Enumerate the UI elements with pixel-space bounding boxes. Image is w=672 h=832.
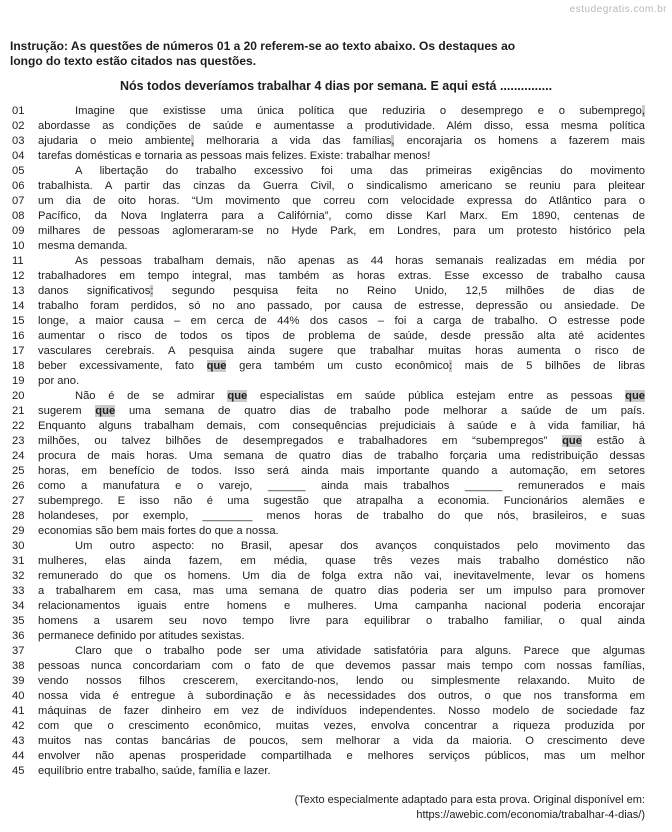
line-number: 04 (12, 150, 25, 162)
line-text: vendo nossos filhos crescerem, exercitando-nos, lendo ou simplesmente relaxando. Muito de (38, 675, 645, 687)
text-line (12, 659, 645, 674)
text-line (12, 599, 645, 614)
highlighted-punctuation: , (641, 105, 645, 117)
line-text: permanece definido por atitudes sexistas. (38, 630, 245, 642)
instruction-line-1: Instrução: As questões de números 01 a 20 referem-se ao texto abaixo. Os destaques ao (10, 39, 516, 53)
line-text: Um outro aspecto: no Brasil, apesar dos avanços conquistados pelo movimento das (75, 540, 645, 552)
line-number: 36 (12, 630, 25, 642)
text-line (12, 719, 645, 734)
line-number: 44 (12, 750, 25, 762)
line-text: muitos nas contas bancárias de poucos, sem melhorar a vida da maioria. O crescimento deve (38, 735, 645, 747)
text-line (12, 164, 645, 179)
line-number: 07 (12, 195, 25, 207)
line-text: remunerado do que os homens. Um dia de folga extra não vai, inevitavelmente, levar os homens (38, 570, 645, 582)
line-text: subemprego. E isso não é uma sugestão que atrapalha a economia. Funcionários alemães e (38, 495, 645, 507)
line-text: envolver não apenas prosperidade compartilhada e melhores serviços públicos, mas um melhor (38, 750, 645, 762)
highlighted-word: que (206, 360, 227, 372)
line-text: um dia de oito horas. “Um movimento que correu com velocidade expressa do Atlântico para o (38, 195, 645, 207)
line-text: milhares de pessoas aglomeraram-se no Hyde Park, em Londres, para um protesto histórico pela (38, 225, 645, 237)
line-number: 25 (12, 465, 25, 477)
line-text: pessoas nunca concordariam com o fato de que devemos passar mais tempo com nossas famílias, (38, 660, 645, 672)
line-number: 43 (12, 735, 25, 747)
text-line (12, 299, 645, 314)
line-text: abordasse as condições de saúde e aumentasse a produtividade. Além disso, essa mesma política (38, 120, 645, 132)
line-text: aumentar o risco de todos os tipos de problema de saúde, desde pressão alta até acidentes (38, 330, 645, 342)
line-text: como a manufatura e o varejo, ______ ainda mais trabalhos ______ remunerados e mais (38, 480, 645, 492)
line-number: 23 (12, 435, 25, 447)
text-line (12, 314, 645, 329)
text-line (12, 734, 645, 749)
line-text: homens a usarem seu novo tempo livre para equilibrar o trabalho familiar, o qual ainda (38, 615, 645, 627)
text-line (12, 179, 645, 194)
line-number: 21 (12, 405, 25, 417)
text-line (12, 764, 645, 779)
text-line (12, 644, 645, 659)
text-line (12, 254, 645, 269)
line-text: nossa vida é entregue à subordinação e às necessidades dos outros, o que nos transforma em (38, 690, 645, 702)
text-line (12, 419, 645, 434)
text-line (12, 749, 645, 764)
text-line (12, 359, 645, 374)
highlighted-word: que (95, 405, 116, 417)
text-line (12, 689, 645, 704)
instruction-line-2: longo do texto estão citados nas questões. (10, 54, 257, 68)
line-text: holandeses, por exemplo, ________ menos horas de trabalho do que nós, brasileiros, e suas (38, 510, 645, 522)
line-text: por ano. (38, 375, 80, 387)
line-number: 02 (12, 120, 25, 132)
line-text: relacionamentos iguais entre homens e mulheres. Uma campanha nacional poderia encorajar (38, 600, 645, 612)
line-number: 37 (12, 645, 25, 657)
line-text: As pessoas trabalham demais, não apenas as 44 horas semanais realizadas em média por (75, 255, 645, 267)
line-number: 14 (12, 300, 25, 312)
line-number: 13 (12, 285, 25, 297)
text-line (12, 284, 645, 299)
text-line (12, 524, 645, 539)
line-number: 17 (12, 345, 25, 357)
highlighted-punctuation: : (150, 285, 154, 297)
line-number: 45 (12, 765, 25, 777)
line-text: equilíbrio entre trabalho, saúde, família e lazer. (38, 765, 271, 777)
line-number: 38 (12, 660, 25, 672)
line-text: sugerem que uma semana de quatro dias de trabalho pode melhorar a saúde de um país. (38, 405, 645, 417)
text-line (12, 554, 645, 569)
line-text: trabalhadores em tempo integral, mas também as horas extras. Esse excesso de trabalho causa (38, 270, 645, 282)
line-number: 28 (12, 510, 25, 522)
line-number: 01 (12, 105, 25, 117)
line-text: ajudaria o meio ambiente, melhoraria a vida das famílias, encorajaria os homens a fazerem mais (38, 135, 646, 147)
text-line (12, 149, 645, 164)
line-number: 09 (12, 225, 25, 237)
line-text: Pacífico, da Nova Inglaterra para a Califórnia”, como disse Karl Marx. Em 1890, centenas de (38, 210, 645, 222)
text-line (12, 329, 645, 344)
line-number: 32 (12, 570, 25, 582)
line-text: horas, em benefício de todos. Isso será ainda mais importante quando a automação, em setores (38, 465, 645, 477)
line-number: 41 (12, 705, 25, 717)
line-number: 20 (12, 390, 25, 402)
text-line (12, 239, 645, 254)
text-line (12, 389, 645, 404)
text-line (12, 539, 645, 554)
line-number: 34 (12, 600, 25, 612)
line-text: Enquanto alguns trabalham demais, com consequências prejudiciais à saúde e à vida familiar, há (38, 420, 645, 432)
line-text: trabalho foram perdidos, só no ano passado, por causa de estresse, depressão ou ansiedade. De (38, 300, 645, 312)
text-line (12, 629, 645, 644)
text-line (12, 569, 645, 584)
line-number: 08 (12, 210, 25, 222)
line-text: tarefas domésticas e tornaria as pessoas mais felizes. Existe: trabalhar menos! (38, 150, 431, 162)
line-text: procura de mais horas. Uma semana de quatro dias de trabalho forçaria uma redistribuição dessas (38, 450, 645, 462)
line-text: Claro que o trabalho pode ser uma atividade satisfatória para alguns. Parece que algumas (75, 645, 645, 657)
line-number: 15 (12, 315, 25, 327)
text-line (12, 449, 645, 464)
line-text: Não é de se admirar que especialistas em saúde pública estejam entre as pessoas que (75, 390, 645, 402)
line-number: 26 (12, 480, 25, 492)
text-line (12, 704, 645, 719)
line-text: trabalhista. A partir das cinzas da Guerra Civil, o sindicalismo americano se reuniu para pleitear (38, 180, 645, 192)
text-line (12, 104, 645, 119)
line-text: máquinas de fazer dinheiro em vez de indivíduos independentes. Nosso modelo de sociedade faz (38, 705, 645, 717)
highlighted-word: que (227, 390, 248, 402)
line-text: A libertação do trabalho excessivo foi uma das primeiras exigências do movimento (75, 165, 645, 177)
highlighted-word: que (562, 435, 582, 447)
line-text: com que o crescimento econômico, muitas vezes, envolva concentrar a riqueza produzida por (38, 720, 645, 732)
highlighted-punctuation: , (190, 135, 195, 147)
text-line (12, 584, 645, 599)
text-line (12, 269, 645, 284)
line-number: 35 (12, 615, 25, 627)
source-note-line-1: (Texto especialmente adaptado para esta prova. Original disponível em: (294, 794, 645, 806)
line-number: 05 (12, 165, 25, 177)
line-number: 22 (12, 420, 25, 432)
line-number: 16 (12, 330, 25, 342)
line-number: 06 (12, 180, 25, 192)
source-note (100, 793, 645, 823)
line-number: 33 (12, 585, 25, 597)
text-line (12, 374, 645, 389)
line-number: 24 (12, 450, 25, 462)
source-note-line-2: https://awebic.com/economia/trabalhar-4-dias/) (416, 809, 645, 821)
text-line (12, 479, 645, 494)
line-number: 12 (12, 270, 25, 282)
text-lines (12, 104, 645, 779)
highlighted-word: que (625, 390, 645, 402)
line-number: 27 (12, 495, 25, 507)
line-text: longe, a maior causa – em cerca de 44% dos casos – foi a carga de trabalho. O estresse pode (38, 315, 645, 327)
line-number: 10 (12, 240, 25, 252)
text-line (12, 434, 645, 449)
line-text: vasculares cerebrais. A pesquisa ainda sugere que trabalhar muitas horas aumenta o risco de (38, 345, 645, 357)
line-number: 39 (12, 675, 25, 687)
text-line (12, 614, 645, 629)
text-line (12, 494, 645, 509)
line-number: 40 (12, 690, 25, 702)
watermark: estudegratis.com.br (569, 4, 667, 15)
line-number: 18 (12, 360, 25, 372)
text-line (12, 509, 645, 524)
highlighted-punctuation: : (449, 360, 453, 372)
line-number: 11 (12, 255, 24, 267)
line-text: danos significativos: segundo pesquisa feita no Reino Unido, 12,5 milhões de dias de (38, 285, 646, 297)
text-line (12, 404, 645, 419)
line-text: economias são bem mais fortes do que a nossa. (38, 525, 279, 537)
text-line (12, 224, 645, 239)
text-line (12, 464, 645, 479)
line-number: 31 (12, 555, 25, 567)
text-title: Nós todos deveríamos trabalhar 4 dias por semana. E aqui está ............... (119, 79, 553, 93)
line-text: mulheres, elas ainda fazem, em média, quase três vezes mais trabalho doméstico não (38, 555, 645, 567)
text-line (12, 344, 645, 359)
instruction (10, 39, 658, 69)
highlighted-punctuation: , (391, 135, 395, 147)
text-line (12, 119, 645, 134)
line-number: 42 (12, 720, 25, 732)
text-line (12, 134, 645, 149)
line-text: mesma demanda. (38, 240, 128, 252)
line-text: a trabalharem em casa, mas uma semana de quatro dias poderia ser um impulso para promover (38, 585, 645, 597)
line-text: Imagine que existisse uma única política que reduziria o desemprego e o subemprego, (75, 105, 645, 117)
line-number: 29 (12, 525, 25, 537)
text-line (12, 674, 645, 689)
line-number: 19 (12, 375, 25, 387)
text-line (12, 209, 645, 224)
text-line (12, 194, 645, 209)
line-number: 03 (12, 135, 25, 147)
line-number: 30 (12, 540, 25, 552)
line-text: milhões, ou talvez bilhões de desempregados e trabalhadores em “subempregos” que estão à (38, 435, 645, 447)
line-text: beber excessivamente, fato que gera também um custo econômico: mais de 5 bilhões de libras (38, 360, 646, 372)
